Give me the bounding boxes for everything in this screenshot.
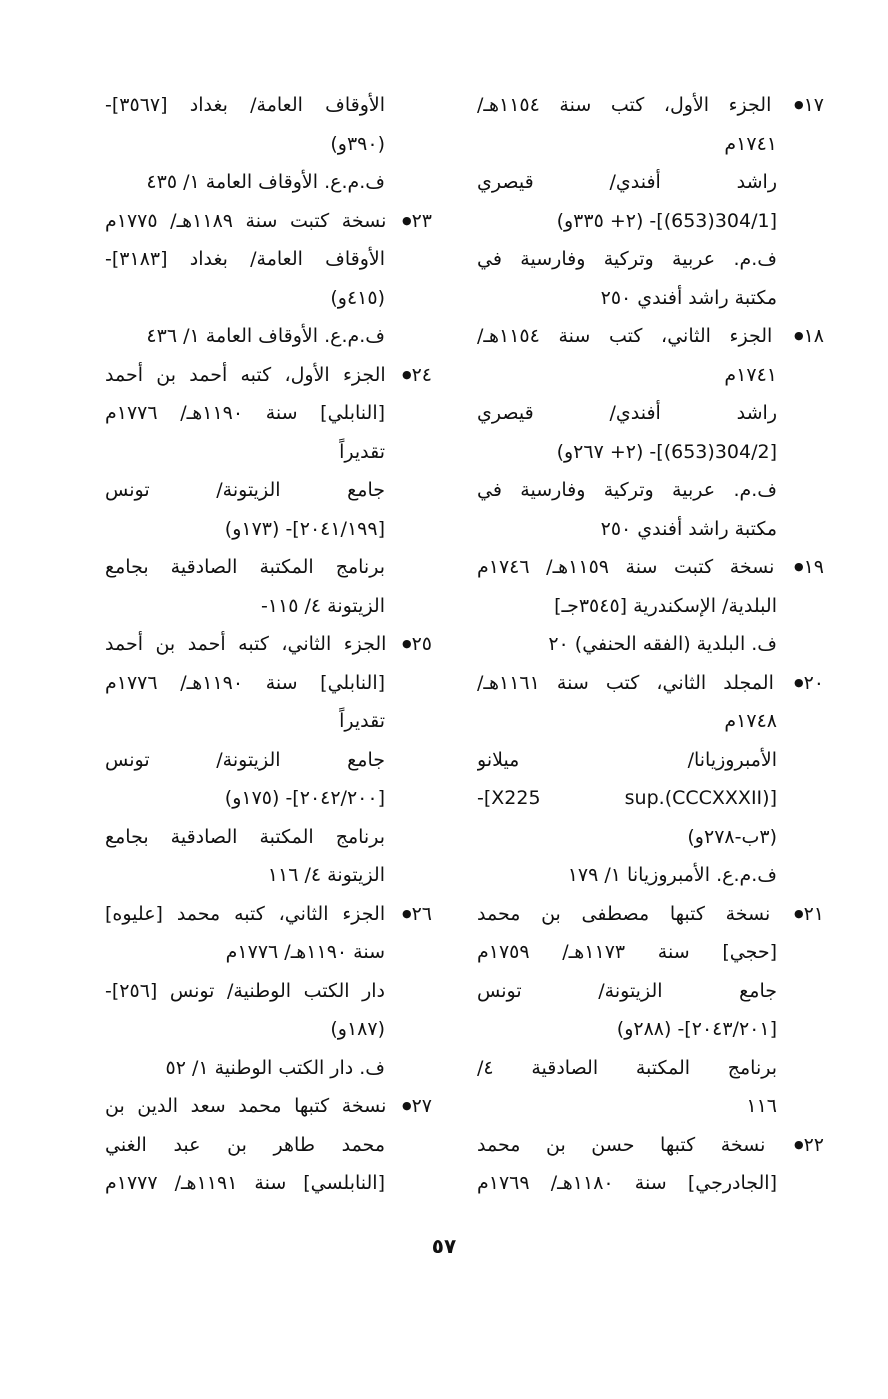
catalog-entry-18 (477, 317, 824, 548)
entry-number: ٢٣ (411, 209, 432, 232)
entry-line: جامع الزيتونة/ تونس (477, 979, 777, 1002)
entry-line: سنة ١١٩٠هـ/ ١٧٧٦م (225, 941, 385, 963)
entry-number: ٢٤ (411, 363, 432, 386)
entry-line: الجزء الثاني، كتبه أحمد بن أحمد (105, 633, 387, 655)
entry-line: ١١٦ (746, 1095, 777, 1117)
entry-line: الزيتونة ٤/ ١١٦ (267, 864, 385, 886)
entry-number: ٢٥ (411, 633, 432, 655)
entry-line: الجزء الأول، كتب سنة ١١٥٤هـ/ (477, 94, 772, 116)
catalog-entry-20 (477, 664, 824, 895)
entry-line: مكتبة راشد أفندي ٢٥٠ (600, 517, 777, 540)
bullet-icon: ● (793, 98, 804, 112)
entry-line: ف. البلدية (الفقه الحنفي) ٢٠ (548, 633, 777, 655)
entry-line: تقديراً (339, 710, 385, 732)
entry-line: الجزء الأول، كتبه أحمد بن أحمد (105, 363, 386, 386)
entry-line: نسخة كتبت سنة ١١٨٩هـ/ ١٧٧٥م (105, 209, 387, 232)
entry-line: برنامج المكتبة الصادقية بجامع (105, 556, 385, 578)
right-column (477, 86, 824, 1203)
entry-line: ١٧٤١م (724, 363, 777, 386)
entry-line: نسخة كتبها مصطفى بن محمد (477, 902, 771, 925)
catalog-entry-25 (105, 625, 432, 895)
catalog-entry-22-continued (105, 86, 385, 202)
entry-heading-line (105, 202, 432, 241)
entry-line: راشد أفندي/ قيصري (477, 171, 777, 193)
catalog-entry-27 (105, 1087, 432, 1203)
entry-line: نسخة كتبت سنة ١١٥٩هـ/ ١٧٤٦م (477, 556, 775, 578)
bullet-icon: ● (401, 637, 412, 651)
catalog-entry-22 (477, 1126, 824, 1203)
entry-number: ٢٠ (803, 671, 824, 694)
catalog-entry-24 (105, 356, 432, 626)
entry-line: الجزء الثاني، كتب سنة ١١٥٤هـ/ (477, 325, 773, 347)
entry-line: [304/1(653)]- (٢+ ٣٣٥و) (556, 209, 777, 232)
entry-heading-line (105, 625, 432, 664)
entry-number: ١٧ (803, 94, 824, 116)
catalog-entry-19 (477, 548, 824, 664)
entry-line: [حجي] سنة ١١٧٣هـ/ ١٧٥٩م (477, 941, 778, 963)
entry-heading-line (105, 356, 432, 395)
entry-line: (٣ب-٢٧٨و) (687, 825, 777, 848)
entry-line: البلدية/ الإسكندرية [٣٥٤٥جـ] (554, 594, 777, 617)
bullet-icon: ● (401, 367, 412, 381)
entry-line: [٢٠٤٢/٢٠٠]- (١٧٥و) (224, 787, 385, 809)
entry-line: جامع الزيتونة/ تونس (105, 479, 385, 501)
bullet-icon: ● (793, 1137, 804, 1151)
entry-line: [النابلسي] سنة ١١٩١هـ/ ١٧٧٧م (105, 1172, 385, 1194)
entry-line: [X225 sup.(CCCXXXII)]- (477, 787, 777, 809)
entry-heading-line (105, 895, 432, 934)
entry-line: تقديراً (339, 440, 385, 463)
entry-line: ف. دار الكتب الوطنية ١/ ٥٢ (165, 1056, 385, 1079)
entry-line: ١٧٤١م (724, 132, 777, 155)
entry-line: ف.م.ع. الأوقاف العامة ١/ ٤٣٥ (146, 171, 385, 193)
entry-line: [الجادرجي] سنة ١١٨٠هـ/ ١٧٦٩م (477, 1172, 777, 1194)
entry-line: (١٨٧و) (330, 1018, 385, 1040)
catalog-entry-26 (105, 895, 432, 1088)
entry-heading-line (477, 895, 824, 934)
entry-line: ف.م.ع. الأوقاف العامة ١/ ٤٣٦ (146, 325, 385, 347)
page-number: ٥٧ (431, 1234, 457, 1258)
entry-line: نسخة كتبها محمد سعد الدين بن (105, 1095, 387, 1117)
entry-line: دار الكتب الوطنية/ تونس [٢٥٦]- (105, 979, 385, 1002)
entry-line: المجلد الثاني، كتب سنة ١١٦١هـ/ (477, 671, 774, 694)
entry-line: [النابلي] سنة ١١٩٠هـ/ ١٧٧٦م (105, 671, 385, 694)
entry-line: الأوقاف العامة/ بغداد [٣١٨٣]- (105, 248, 385, 270)
entry-line: ف.م.ع. الأمبروزيانا ١/ ١٧٩ (567, 864, 777, 886)
entry-number: ٢٧ (411, 1095, 432, 1117)
entry-line: نسخة كتبها حسن بن محمد (477, 1133, 766, 1156)
entry-heading-line (477, 1126, 824, 1165)
bullet-icon: ● (401, 213, 412, 227)
entry-number: ١٨ (803, 325, 824, 347)
bullet-icon: ● (793, 675, 804, 689)
entry-line: (٤١٥و) (330, 286, 385, 309)
entry-heading-line (477, 548, 824, 587)
bullet-icon: ● (401, 906, 412, 920)
entry-line: جامع الزيتونة/ تونس (105, 748, 385, 771)
entry-line: برنامج المكتبة الصادقية بجامع (105, 825, 385, 848)
catalog-entry-21 (477, 895, 824, 1126)
entry-line: راشد أفندي/ قيصري (477, 402, 777, 424)
catalog-entry-23 (105, 202, 432, 356)
entry-heading-line (477, 664, 824, 703)
entry-line: [٢٠٤٣/٢٠١]- (٢٨٨و) (616, 1018, 777, 1040)
entry-line: [٢٠٤١/١٩٩]- (١٧٣و) (224, 517, 385, 540)
bullet-icon: ● (793, 560, 804, 574)
entry-number: ٢٦ (411, 902, 432, 925)
entry-line: ف.م. عربية وتركية وفارسية في (477, 479, 777, 501)
entry-line: الجزء الثاني، كتبه محمد [عليوه] (105, 902, 386, 925)
entry-line: محمد طاهر بن عبد الغني (105, 1133, 385, 1156)
entry-line: الزيتونة ٤/ ١١٥- (260, 594, 385, 617)
bullet-icon: ● (793, 906, 804, 920)
entry-heading-line (477, 317, 824, 356)
catalog-entry-17 (477, 86, 824, 317)
entry-heading-line (477, 86, 824, 125)
entry-line: ١٧٤٨م (724, 710, 777, 732)
entry-number: ١٩ (803, 556, 824, 578)
entry-line: الأوقاف العامة/ بغداد [٣٥٦٧]- (105, 94, 385, 116)
entry-line: [304/2(653)]- (٢+ ٢٦٧و) (556, 440, 777, 463)
entry-number: ٢١ (803, 902, 824, 925)
bullet-icon: ● (793, 329, 804, 343)
bullet-icon: ● (401, 1099, 412, 1113)
entry-number: ٢٢ (803, 1133, 824, 1156)
left-column (105, 86, 432, 1203)
entry-line: ف.م. عربية وتركية وفارسية في (477, 248, 777, 270)
entry-line: [النابلي] سنة ١١٩٠هـ/ ١٧٧٦م (105, 402, 385, 424)
entry-heading-line (105, 1087, 432, 1126)
entry-line: برنامج المكتبة الصادقية ٤/ (477, 1056, 777, 1079)
entry-line: مكتبة راشد أفندي ٢٥٠ (600, 286, 777, 309)
entry-line: الأمبروزيانا/ ميلانو (477, 748, 777, 771)
entry-line: (٣٩٠و) (330, 132, 385, 155)
